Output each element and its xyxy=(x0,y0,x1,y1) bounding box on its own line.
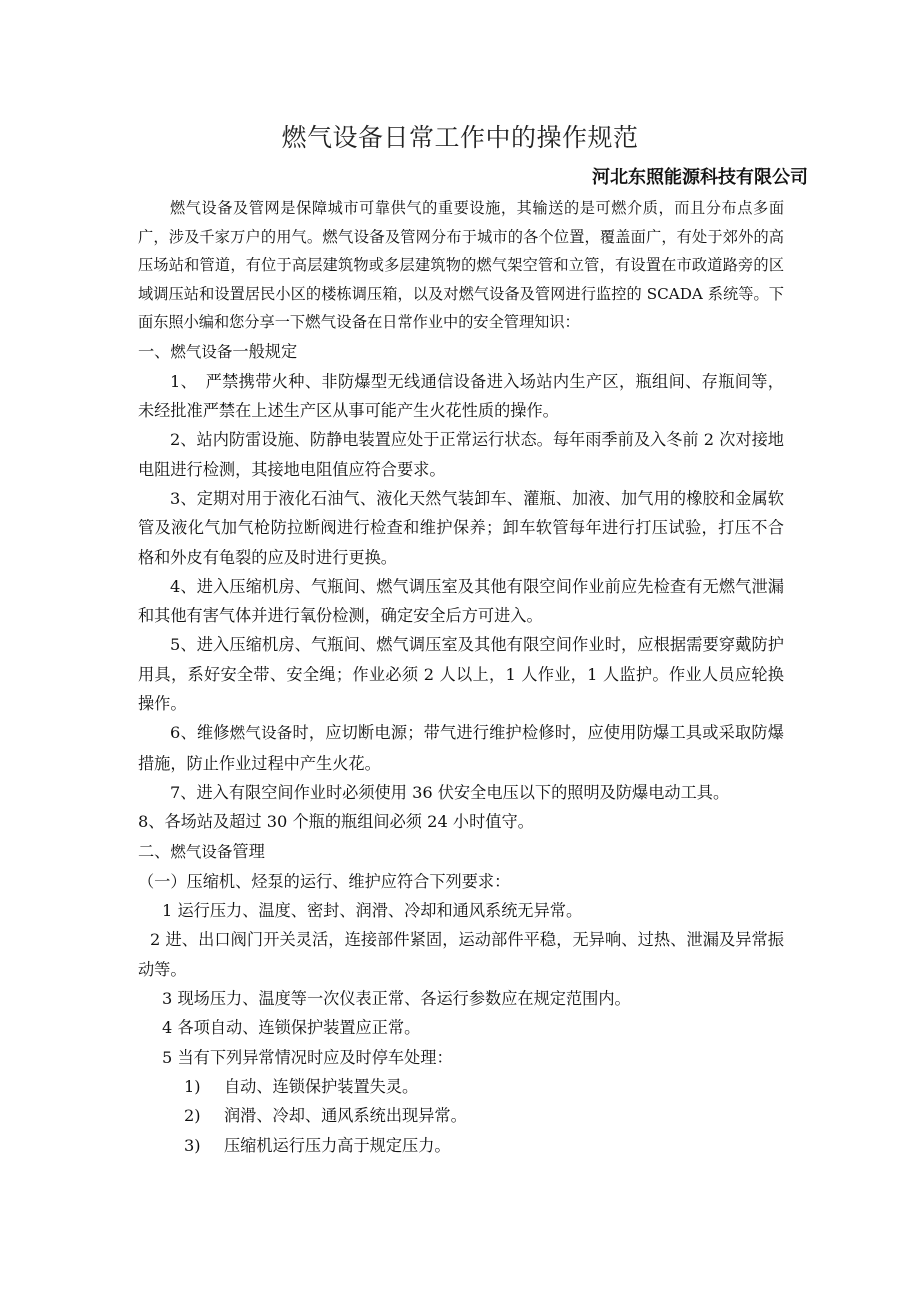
section1-item-6-suffix: 时，应切断电源；带气进行维护检修时，应使用防爆工具或采取防爆措施，防止作业过程中产生火花。 xyxy=(138,723,784,773)
intro-text-3: 在日常作业中的安全管理知识： xyxy=(367,313,580,331)
intro-keyword-2: 燃气设备 xyxy=(305,313,368,331)
section1-item-1: 1、 严禁携带火种、非防爆型无线通信设备进入场站内生产区，瓶组间、存瓶间等，未经批准严禁在上述生产区从事可能产生火花性质的操作。 xyxy=(138,371,784,421)
section2-item-5: 5 当有下列异常情况时应及时停车处理： xyxy=(162,1047,453,1067)
document-body xyxy=(138,194,784,1160)
section2-item-3: 3 现场压力、温度等一次仪表正常、各运行参数应在规定范围内。 xyxy=(162,989,631,1009)
section1-item-5: 5、进入压缩机房、气瓶间、燃气调压室及其他有限空间作业时，应根据需要穿戴防护用具，系好安全带、安全绳；作业必须 2 人以上，1 人作业，1 人监护。作业人员应轮换操作。 xyxy=(138,635,784,714)
section1-heading-keyword: 燃气设备 xyxy=(170,342,233,361)
section2-heading-suffix: 管理 xyxy=(232,841,265,861)
section1-item-3: 3、定期对用于液化石油气、液化天然气装卸车、灌瓶、加液、加气用的橡胶和金属软管及液化气加气枪防拉断阀进行检查和维护保养；卸车软管每年进行打压试验，打压不合格和外皮有龟裂的应及时进行更换。 xyxy=(138,488,784,567)
section1-item-2: 2、站内防雷设施、防静电装置应处于正常运行状态。每年雨季前及入冬前 2 次对接地电阻进行检测，其接地电阻值应符合要求。 xyxy=(138,430,784,479)
section1-item-6-keyword: 燃气设备 xyxy=(229,724,293,743)
stop-condition-2-text: 润滑、冷却、通风系统出现异常。 xyxy=(224,1106,467,1126)
company-name: 河北东照能源科技有限公司 xyxy=(592,167,808,188)
section1-heading-suffix: 一般规定 xyxy=(232,341,298,361)
stop-condition-3-number: 3) xyxy=(184,1135,201,1155)
section2-item-4: 4 各项自动、连锁保护装置应正常。 xyxy=(162,1018,421,1038)
stop-condition-1-number: 1) xyxy=(184,1076,201,1096)
section1-item-8: 8、各场站及超过 30 个瓶的瓶组间必须 24 小时值守。 xyxy=(138,812,534,832)
section1-item-7: 7、进入有限空间作业时必须使用 36 伏安全电压以下的照明及防爆电动工具。 xyxy=(170,782,730,802)
section1-item-6 xyxy=(138,718,784,778)
stop-condition-1 xyxy=(138,1072,784,1101)
stop-condition-1-text: 自动、连锁保护装置失灵。 xyxy=(224,1076,419,1096)
section1-heading-prefix: 一、 xyxy=(138,341,171,361)
stop-condition-3-text: 压缩机运行压力高于规定压力。 xyxy=(224,1135,451,1155)
section1-item-6-prefix: 6、维修 xyxy=(170,723,230,743)
section2-heading xyxy=(138,837,784,867)
intro-paragraph xyxy=(138,194,784,337)
stop-condition-3 xyxy=(138,1131,784,1160)
section2-heading-keyword: 燃气设备 xyxy=(170,842,233,861)
intro-keyword-1: 燃气设备 xyxy=(322,227,385,246)
intro-text-1: 燃气设备及管网是保障城市可靠供气的重要设施，其输送的是可燃介质，而且分布点多面广，涉及千家万户的用气。 xyxy=(138,199,784,246)
stop-condition-2 xyxy=(138,1101,784,1130)
section2-item-1: 1 运行压力、温度、密封、润滑、冷却和通风系统无异常。 xyxy=(162,901,583,921)
section2-subheading: （一）压缩机、烃泵的运行、维护应符合下列要求： xyxy=(138,871,511,891)
section2-item-2: 2 进、出口阀门开关灵活，连接部件紧固，运动部件平稳，无异响、过热、泄漏及异常振动等。 xyxy=(138,930,784,979)
stop-condition-2-number: 2) xyxy=(184,1106,201,1126)
section2-heading-prefix: 二、 xyxy=(138,841,171,861)
intro-text-2: 及管网分布于城市的各个位置，覆盖面广，有处于郊外的高压场站和管道，有位于高层建筑物或多层建筑物的燃气架空管和立管，有设置在市政道路旁的区域调压站和设置居民小区的楼栋调压箱，以及对燃气设备及管网进行监控的 SCADA 系统等。下面东照小编和您分享一下 xyxy=(138,227,784,331)
section1-heading xyxy=(138,337,784,367)
document-title: 燃气设备日常工作中的操作规范 xyxy=(281,123,639,152)
section1-item-4: 4、进入压缩机房、气瓶间、燃气调压室及其他有限空间作业前应先检查有无燃气泄漏和其他有害气体并进行氧份检测，确定安全后方可进入。 xyxy=(138,576,784,626)
